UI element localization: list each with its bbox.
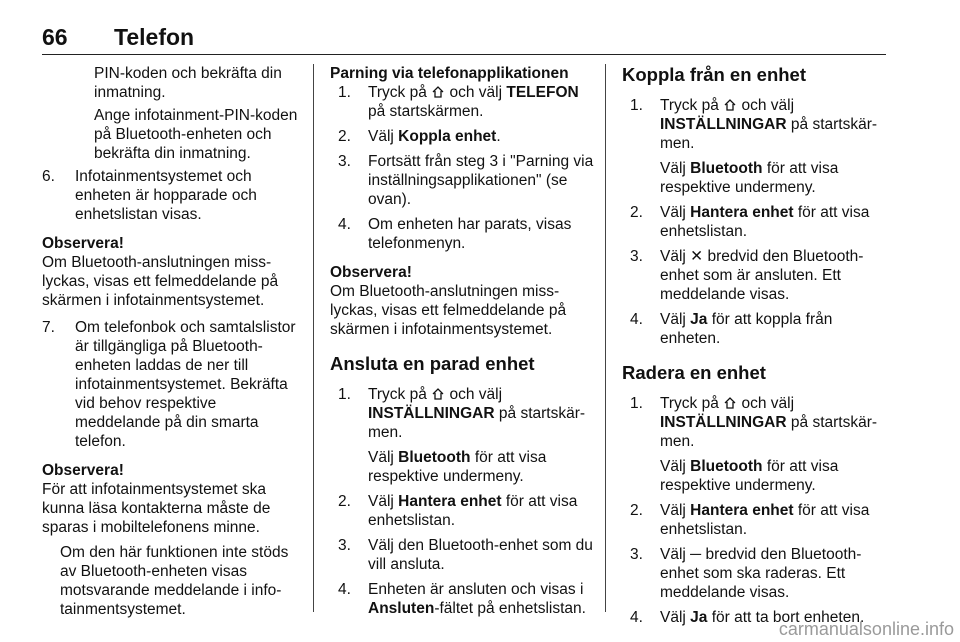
page-title: Telefon (114, 24, 195, 50)
minus-icon: ─ (690, 546, 702, 563)
step-3: 3. Välj den Bluetooth-enhet som du vill ansluta. (338, 537, 593, 573)
section-heading: Ansluta en parad enhet (330, 353, 535, 374)
column-1 (42, 64, 304, 623)
step-6: 6. Infotainmentsystemet och enheten är hopparade och enhetslistan visas. (42, 168, 257, 223)
step-4: 4. Enheten är ansluten och visas i Ansluten-fältet på enhetslistan. (338, 581, 586, 617)
step-4: 4. Välj Ja för att ta bort enheten. (630, 609, 865, 626)
note-text: Om Bluetooth-anslutningen misslyckas, visas ett felmeddelande på skärmen i infotainmentsystemet. (42, 254, 279, 309)
home-icon (431, 85, 445, 99)
step-1: 1. Tryck på och välj INSTÄLLNINGAR på startskärmen. Välj Bluetooth för att visa respektive undermeny. (338, 385, 594, 486)
section-heading: Radera en enhet (622, 362, 766, 383)
subheading: Parning via telefonapplikationen (330, 65, 569, 82)
column-3 (622, 64, 888, 633)
home-icon (723, 98, 737, 112)
step-1: 1. Tryck på och välj INSTÄLLNINGAR på startskärmen. Välj Bluetooth för att visa respektive undermeny. (630, 394, 888, 495)
paragraph: Om den här funktionen inte stöds av Bluetooth-enheten visas motsvarande meddelande i infotainmentsystemet. (60, 544, 289, 618)
step-detail: Välj Bluetooth för att visa respektive undermeny. (368, 449, 547, 485)
step-4: 4. Om enheten har parats, visas telefonmenyn. (338, 216, 572, 252)
note-title: Observera! (330, 264, 412, 281)
close-icon: ✕ (690, 248, 704, 265)
column-2 (330, 64, 594, 624)
watermark: carmanualsonline.info (778, 619, 954, 639)
note-text: Om Bluetooth-anslutningen misslyckas, visas ett felmeddelande på skärmen i infotainmentsystemet. (330, 283, 567, 338)
step-3: 3. Välj ✕ bredvid den Bluetooth-enhet som är ansluten. Ett meddelande visas. (630, 248, 864, 303)
step-1: 1. Tryck på och välj INSTÄLLNINGAR på startskärmen. Välj Bluetooth för att visa respektive undermeny. (630, 96, 888, 197)
section-heading: Koppla från en enhet (622, 64, 806, 85)
note-title: Observera! (42, 462, 124, 479)
paragraph: PIN-koden och bekräfta din inmatning. (94, 65, 282, 101)
step-2: 2. Välj Hantera enhet för att visa enhetslistan. (630, 502, 870, 538)
note-title: Observera! (42, 235, 124, 252)
step-3: 3. Välj ─ bredvid den Bluetooth-enhet som ska raderas. Ett meddelande visas. (630, 546, 862, 601)
step-7: 7. Om telefonbok och samtalslistor är tillgängliga på Bluetooth-enheten laddas de ner till infotainmentsystemet. Bekräfta vid behov respektive meddelande på din smarta telefon. (42, 319, 296, 450)
step-2: 2. Välj Koppla enhet. (338, 128, 501, 145)
page-number: 66 (42, 24, 68, 50)
step-3: 3. Fortsätt från steg 3 i "Parning via inställningsapplikationen" (se ovan). (338, 153, 594, 208)
step-4: 4. Välj Ja för att koppla från enheten. (630, 311, 833, 347)
step-2: 2. Välj Hantera enhet för att visa enhetslistan. (630, 204, 870, 240)
home-icon (723, 396, 737, 410)
home-icon (431, 387, 445, 401)
step-detail: Välj Bluetooth för att visa respektive undermeny. (660, 458, 839, 494)
paragraph: Ange infotainment-PIN-koden på Bluetooth-enheten och bekräfta din inmatning. (94, 107, 298, 162)
step-2: 2. Välj Hantera enhet för att visa enhetslistan. (338, 493, 578, 529)
step-detail: Välj Bluetooth för att visa respektive undermeny. (660, 160, 839, 196)
column-divider (605, 64, 606, 612)
note-text: För att infotainmentsystemet ska kunna läsa kontakterna måste de sparas i mobiltelefonens minne. (42, 481, 271, 536)
step-1: 1. Tryck på och välj TELEFON på startskärmen. (338, 84, 579, 120)
column-divider (313, 64, 314, 612)
page-header (42, 24, 886, 55)
